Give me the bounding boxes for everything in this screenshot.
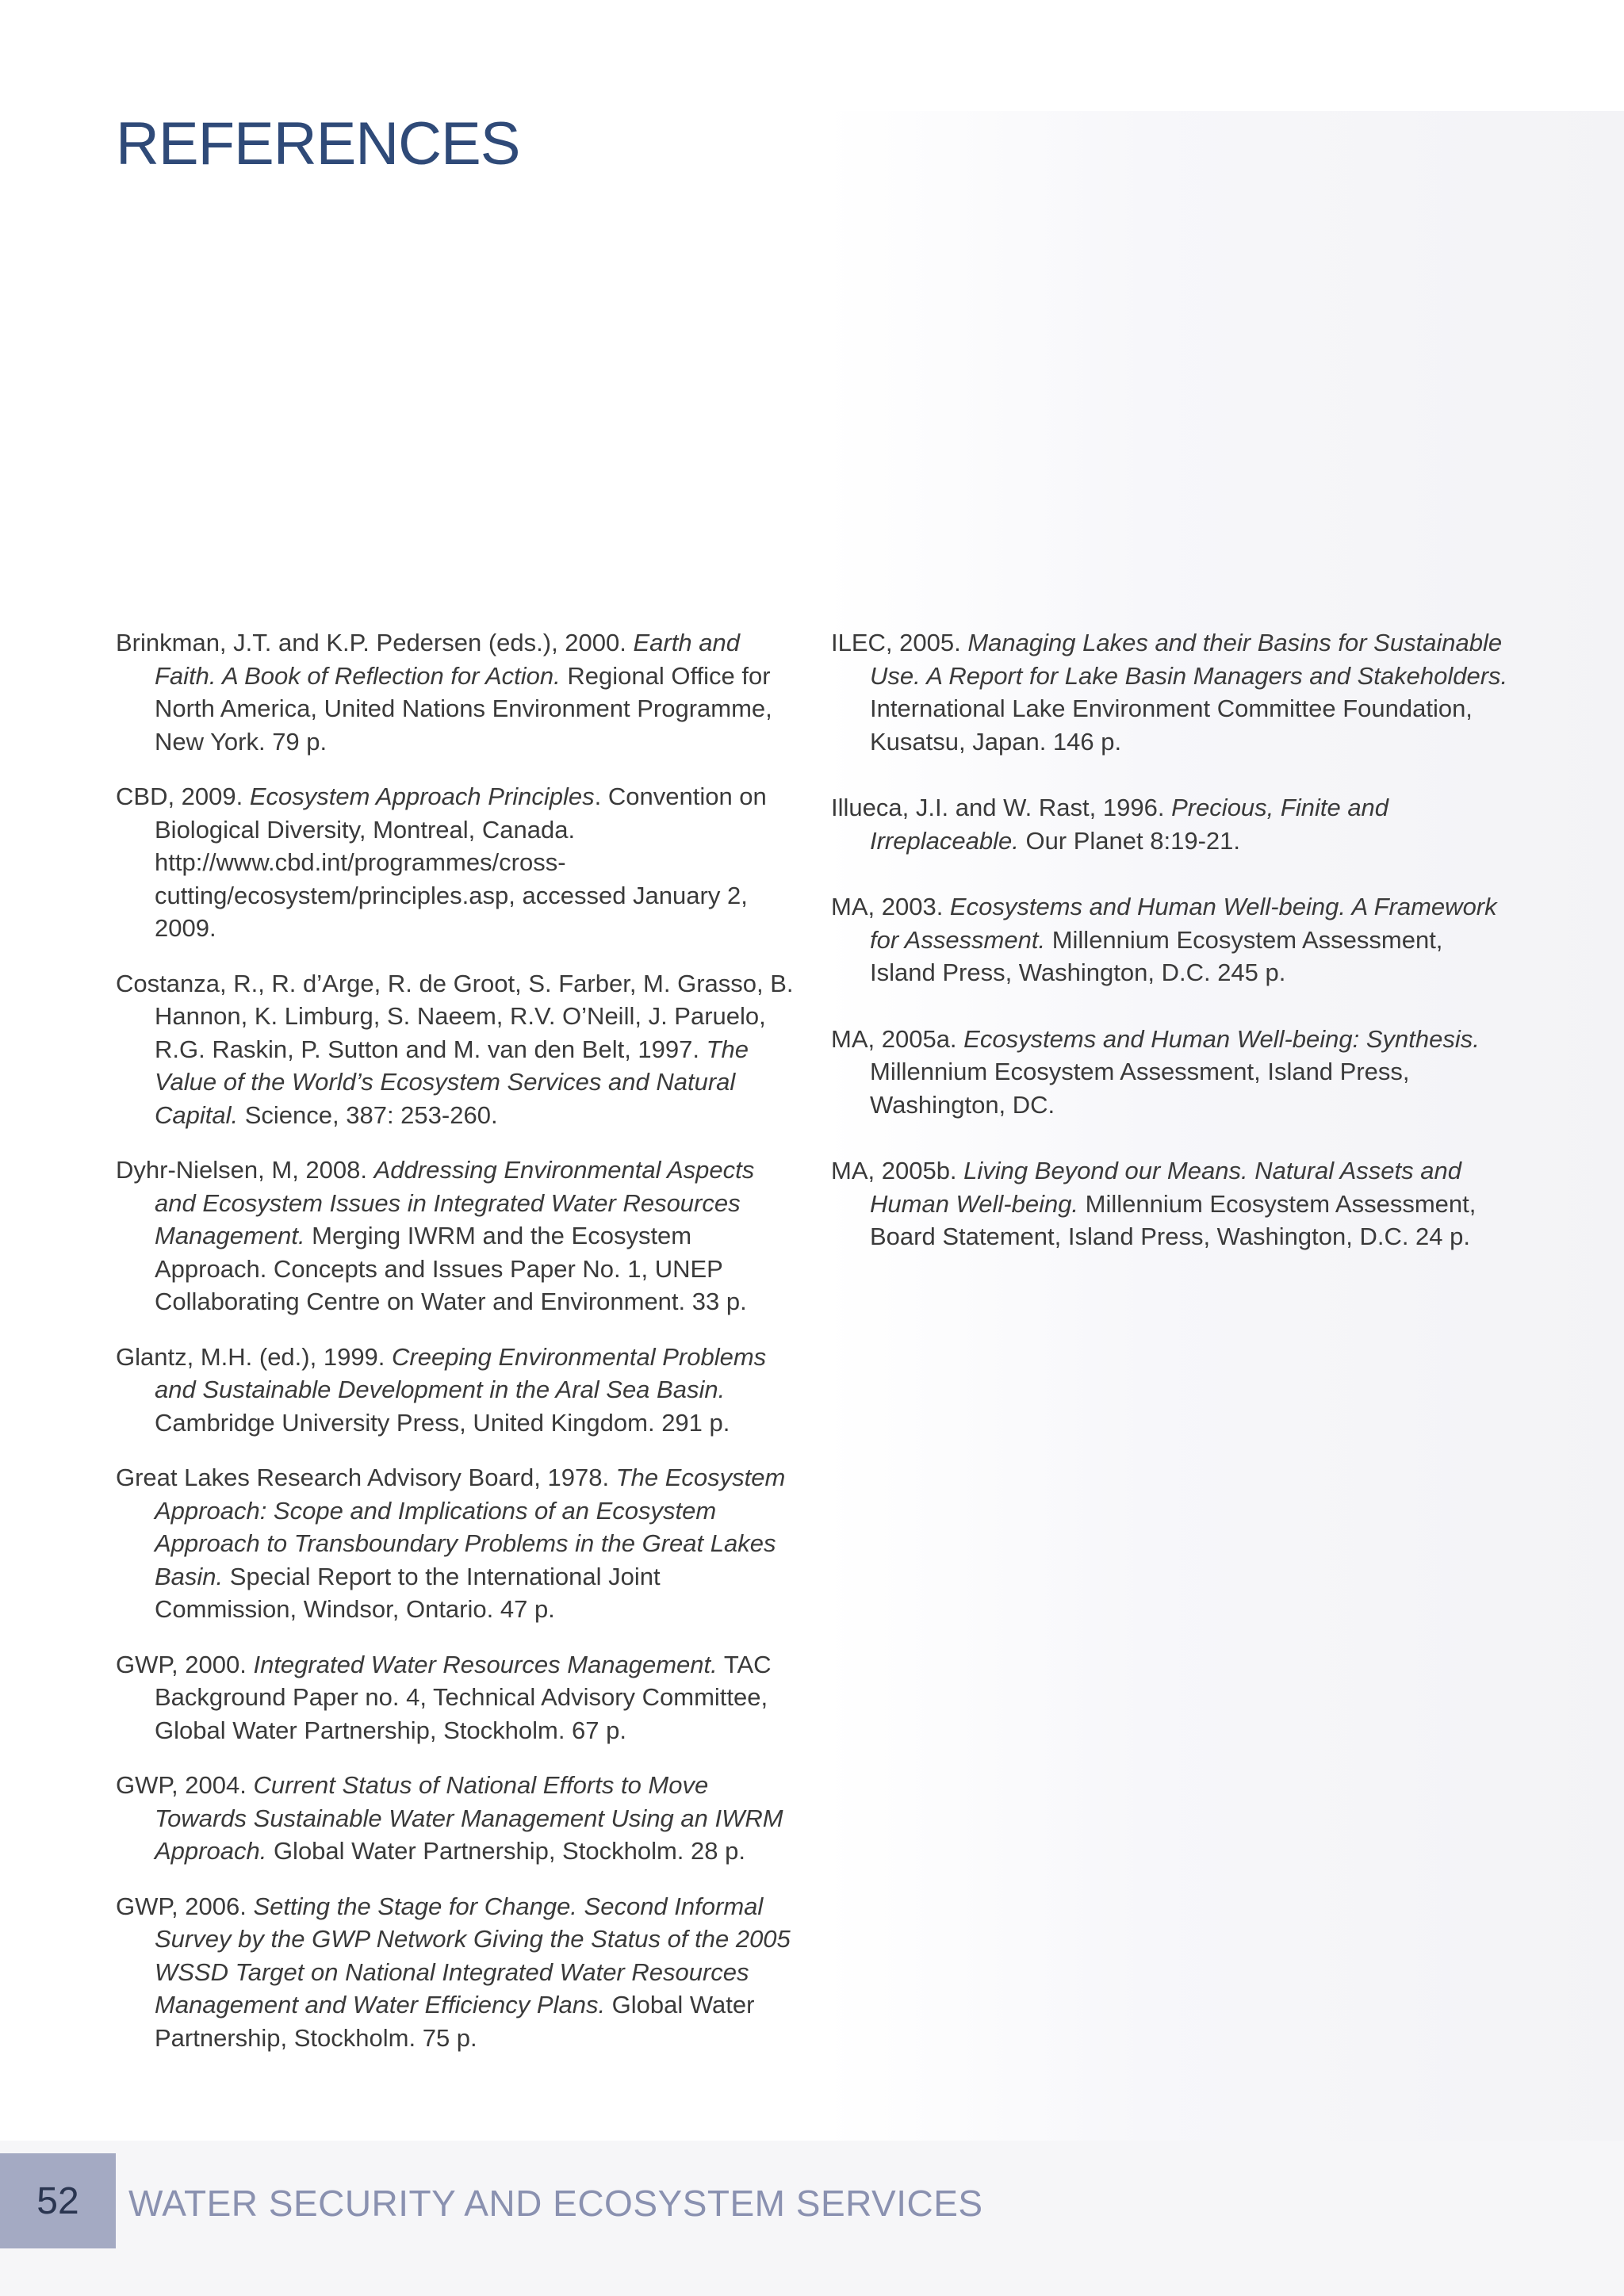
- reference-entry: Brinkman, J.T. and K.P. Pedersen (eds.), 2000. Earth and Faith. A Book of Reflection for Action. Regional Office for North America, United Nations Environment Programme, New York. 79 p.: [116, 629, 772, 756]
- reference-entry: ILEC, 2005. Managing Lakes and their Basins for Sustainable Use. A Report for Lake Basin Managers and Stakeholders. International Lake Environment Committee Foundation, Kusatsu, Japan. 146 p.: [831, 629, 1508, 756]
- reference-entry: GWP, 2000. Integrated Water Resources Management. TAC Background Paper no. 4, Technical Advisory Committee, Global Water Partnership, Stockholm. 67 p.: [116, 1650, 772, 1744]
- reference-entry: CBD, 2009. Ecosystem Approach Principles. Convention on Biological Diversity, Montreal, Canada. http://www.cbd.int/programmes/cross-cutting/ecosystem/principles.asp, accessed January 2, 2009.: [116, 783, 767, 942]
- reference-entry: MA, 2005b. Living Beyond our Means. Natural Assets and Human Well-being. Millennium Ecosystem Assessment, Board Statement, Island Press, Washington, D.C. 24 p.: [831, 1157, 1477, 1250]
- reference-entry: Illueca, J.I. and W. Rast, 1996. Precious, Finite and Irreplaceable. Our Planet 8:19-21.: [831, 794, 1389, 855]
- references-right-column: [831, 626, 1513, 1287]
- reference-entry: MA, 2003. Ecosystems and Human Well-being. A Framework for Assessment. Millennium Ecosystem Assessment, Island Press, Washington, D.C. 245 p.: [831, 893, 1497, 986]
- reference-entry: MA, 2005a. Ecosystems and Human Well-being: Synthesis. Millennium Ecosystem Assessment, Island Press, Washington, DC.: [831, 1024, 1480, 1119]
- reference-entry: Costanza, R., R. d’Arge, R. de Groot, S. Farber, M. Grasso, B. Hannon, K. Limburg, S. Naeem, R.V. O’Neill, J. Paruelo, R.G. Raskin, P. Sutton and M. van den Belt, 1997. The Value of the World’s Ecosystem Services and Natural Capital. Science, 387: 253-260.: [116, 969, 794, 1129]
- reference-entry: GWP, 2004. Current Status of National Efforts to Move Towards Sustainable Water Management Using an IWRM Approach. Global Water Partnership, Stockholm. 28 p.: [116, 1771, 783, 1865]
- reference-entry: Glantz, M.H. (ed.), 1999. Creeping Environmental Problems and Sustainable Development in the Aral Sea Basin. Cambridge University Press, United Kingdom. 291 p.: [116, 1342, 767, 1437]
- footer-publication-title: WATER SECURITY AND ECOSYSTEM SERVICES: [128, 2183, 983, 2224]
- page-title: REFERENCES: [116, 110, 520, 178]
- reference-entry: Great Lakes Research Advisory Board, 1978. The Ecosystem Approach: Scope and Implications of an Ecosystem Approach to Transboundary Problems in the Great Lakes Basin. Special Report to the International Joint Commission, Windsor, Ontario. 47 p.: [116, 1464, 786, 1623]
- page-number: 52: [36, 2179, 79, 2222]
- references-left-column: [116, 626, 798, 2076]
- page-number-box: [0, 2153, 116, 2248]
- reference-entry: GWP, 2006. Setting the Stage for Change. Second Informal Survey by the GWP Network Giving the Status of the 2005 WSSD Target on National Integrated Water Resources Management and Water Efficiency Plans. Global Water Partnership, Stockholm. 75 p.: [116, 1892, 791, 2052]
- reference-entry: Dyhr-Nielsen, M, 2008. Addressing Environmental Aspects and Ecosystem Issues in Integrated Water Resources Management. Merging IWRM and the Ecosystem Approach. Concepts and Issues Paper No. 1, UNEP Collaborating Centre on Water and Environment. 33 p.: [116, 1156, 755, 1315]
